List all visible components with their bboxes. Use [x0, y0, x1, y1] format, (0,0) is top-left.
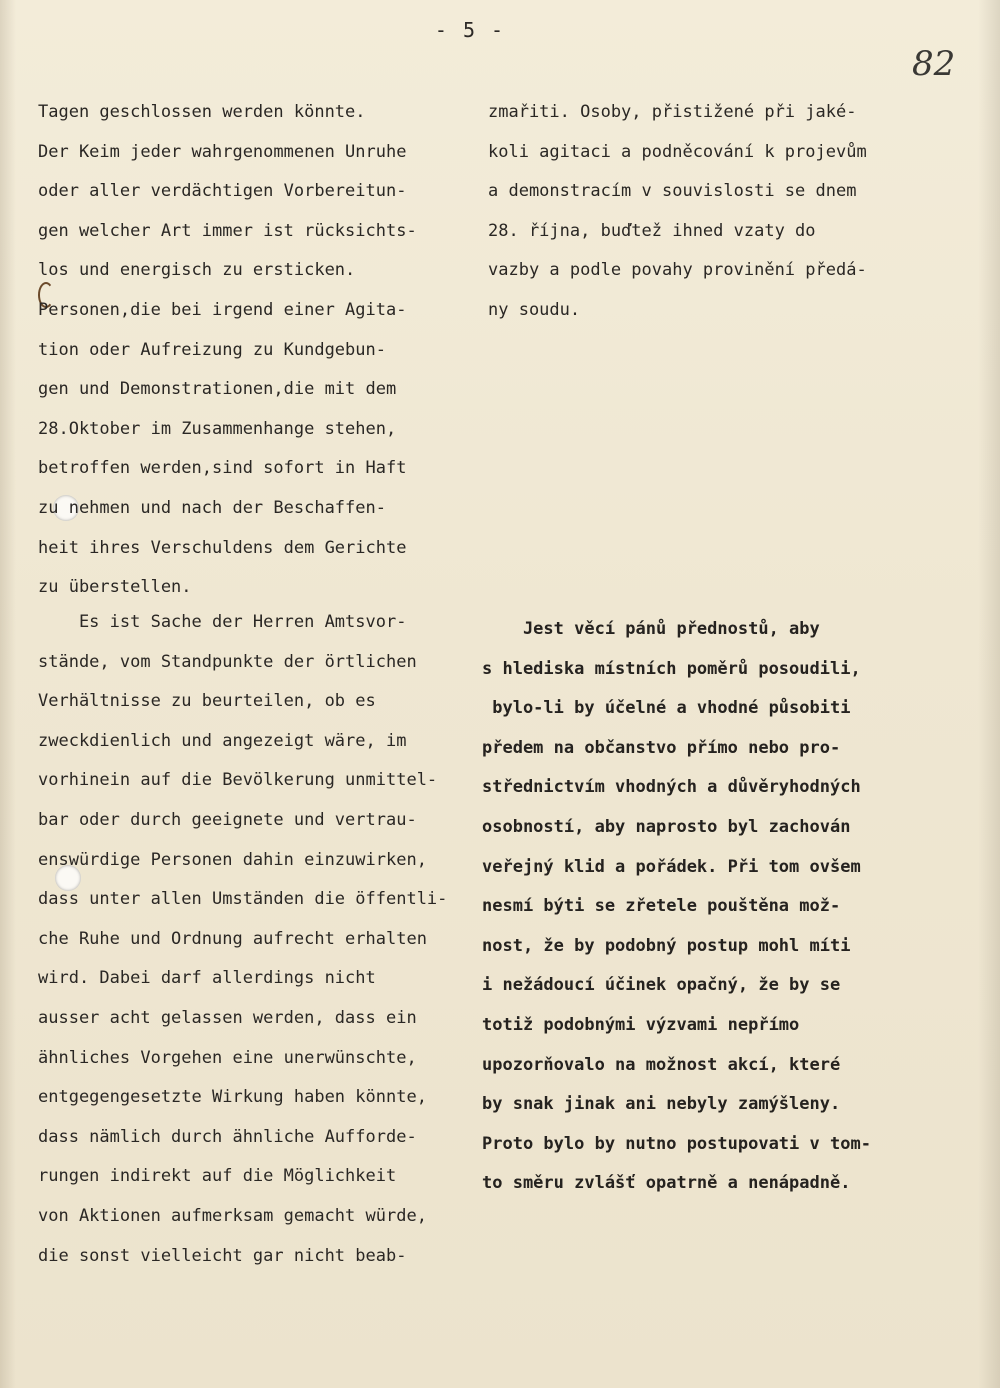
paper-fold-shadow — [0, 0, 16, 1388]
handwritten-folio-number: 82 — [912, 44, 956, 84]
german-text-block-2: Es ist Sache der Herren Amtsvor- stände, vom Standpunkte der örtlichen Verhältnisse zu beurteilen, ob es zweckdienlich und angezeigt wäre, im vorhinein auf die Bevölkerung unmittel- bar oder durch geeignete und vertrau- enswürdige Personen dahin einzuwirken, dass unter allen Umständen die öffentli- che Ruhe und Ordnung aufrecht erhalten wird. Dabei darf allerdings nicht ausser acht gelassen werden, dass ein ähnliches Vorgehen eine unerwünschte, entgegengesetzte Wirkung haben könnte, dass nämlich durch ähnliche Aufforde- rungen indirekt auf die Möglichkeit von Aktionen aufmerksam gemacht würde, die sonst vielleicht gar nicht beab- — [38, 612, 448, 1266]
czech-text-block-1: zmařiti. Osoby, přistižené při jaké- koli agitaci a podněcování k projevům a demonstracím v souvislosti se dnem 28. října, buďtež ihned vzaty do vazby a podle povahy provinění předá- ny soudu. — [488, 102, 867, 320]
paper-edge-shadow — [978, 0, 1000, 1388]
german-text-block-1: Tagen geschlossen werden könnte. Der Keim jeder wahrgenommenen Unruhe oder aller verdächtigen Vorbereitun- gen welcher Art immer ist rücksichts- los und energisch zu ersticken. Personen,die bei irgend einer Agita- tion oder Aufreizung zu Kundgebun- gen und Demonstrationen,die mit dem 28.Oktober im Zusammenhange stehen, betroffen werden,sind sofort in Haft zu nehmen und nach der Beschaffen- heit ihres Verschuldens dem Gerichte zu überstellen. — [38, 102, 417, 598]
czech-text-block-2: Jest věcí pánů přednostů, aby s hlediska místních poměrů posoudili, bylo-li by účelné a vhodné působiti předem na občanstvo přímo nebo pro- střednictvím vhodných a důvěryhodných osobností, aby naprosto byl zachován veřejný klid a pořádek. Při tom ovšem nesmí býti se zřetele pouštěna mož- nost, že by podobný postup mohl míti i nežádoucí účinek opačný, že by se totiž podobnými výzvami nepřímo upozorňovalo na možnost akcí, které by snak jinak ani nebyly zamýšleny. Proto bylo by nutno postupovati v tom- to směru zvlášť opatrně a nenápadně. — [482, 619, 871, 1194]
page-number: - 5 - — [434, 18, 506, 42]
